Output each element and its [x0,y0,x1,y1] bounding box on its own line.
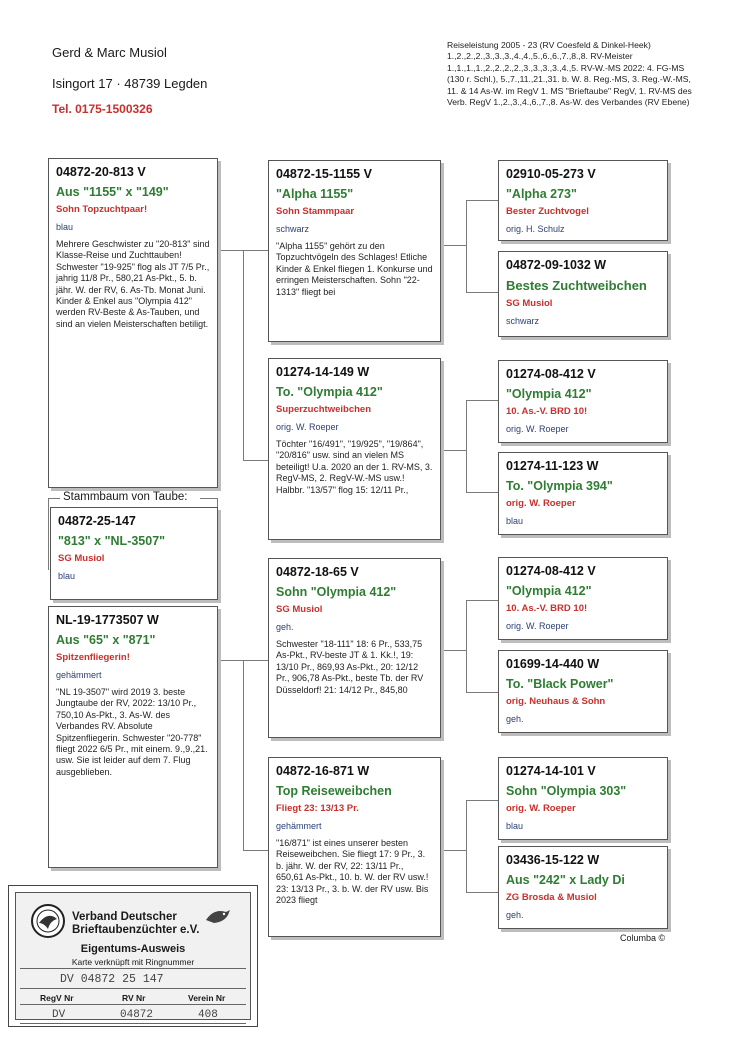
pigeon-title: Spitzenfliegerin! [56,652,130,663]
sire-sire-box [268,160,441,342]
pigeon-emblem-icon [204,906,232,928]
pigeon-title: orig. W. Roeper [506,498,576,509]
performance-summary: Reiseleistung 2005 - 23 (RV Coesfeld & Dinkel-Heek) 1.,2.,2.,2.,3.,3.,3.,4.,4.,5.,6.,6.,7.,8.,8. RV-Meister 1.,1.,1.,1.,2.,2.,2.,2.,3.,3.,3.,3.,4.,5. RV-W.-MS 2022: 4. FG-MS (130 r. Schl.), 5.,7.,11.,21.,31. b. W. 8. Reg.-MS, 3. Reg.-W.-MS, 11. & 14 As-W. im RegV 1. MS "Brieftaube" RegV, 1. RV-MS des Verb. RegV 1.,2.,3.,4.,6.,7.,8. As-W. des Verbandes (RV Ebene) [447,40,692,108]
pigeon-color: gehämmert [56,670,102,680]
ring-number: 04872-16-871 W [276,764,370,778]
pigeon-color: schwarz [276,224,310,234]
pigeon-name: "813" x "NL-3507" [58,534,166,548]
card-value-rv: 04872 [120,1009,154,1021]
ring-number: NL-19-1773507 W [56,613,159,627]
gg-sire-sire-sire-box [498,160,668,241]
connector [243,660,244,850]
card-divider [20,988,246,989]
pigeon-name: "Olympia 412" [506,584,592,598]
gg-dam-sire-dam-box [498,650,668,733]
pigeon-color: orig. H. Schulz [506,224,565,234]
pigeon-title: 10. As.-V. BRD 10! [506,406,588,417]
pigeon-title: Sohn Topzuchtpaar! [56,204,148,215]
pigeon-title: orig. Neuhaus & Sohn [506,696,606,707]
pigeon-description: Mehrere Geschwister zu "20-813" sind Klasse-Reise und Zuchttauben! Schwester "19-925" flog als JT 7/5 Pr., jahrig 11/8 Pr., 580,21 As-Pkt., 5. b. jähr. W. der RV, 6. As-Tb. Monat Juni. Kinder & Enkel aus "Olympia 412" werden RV-Beste & As-Tauben, und sind an vielen Meisterschaften betiligt. [56,239,210,329]
pigeon-color: orig. W. Roeper [506,424,569,434]
pigeon-name: Bestes Zuchtweibchen [506,278,647,293]
connector [466,200,467,292]
pigeon-color: orig. W. Roeper [506,621,569,631]
pigeon-description: "16/871" ist eines unserer besten Reiseweibchen. Sie fliegt 17: 9 Pr., 3. b. jähr. W. der RV, 22: 13/11 Pr., 650,61 As-Pkt., 10. b. W. der RV usw.! 23: 13/13 Pr., 3. b. W. der RV usw. Bis 2023 fliegt [276,838,429,906]
ring-number: 04872-18-65 V [276,565,359,579]
connector [48,498,60,499]
gg-dam-dam-dam-box [498,846,668,929]
card-header-rv: RV Nr [122,993,146,1003]
sire-dam-box [268,358,441,540]
connector [466,292,498,293]
pigeon-name: "Alpha 1155" [276,187,354,201]
card-value-regv: DV [52,1009,66,1021]
pigeon-color: blau [506,821,524,831]
subject-pigeon [50,507,218,600]
card-ring-number: DV 04872 25 147 [60,973,164,986]
pigeon-description: "Alpha 1155" gehört zu den Topzuchtvögeln des Schlages! Etliche Kinder & Enkel fliegen 1. Konkurse und erringen Meisterschaften. Sohn "22-1313" fliegt bei [276,241,433,297]
gg-sire-dam-dam-box [498,452,668,535]
pigeon-title: SG Musiol [506,298,553,309]
breeder-address: Isingort 17 · 48739 Legden [52,76,208,91]
pigeon-color: gehämmert [276,821,322,831]
connector [243,460,268,461]
breeder-phone: Tel. 0175-1500326 [52,102,153,116]
gg-dam-dam-sire-box [498,757,668,840]
breeder-name: Gerd & Marc Musiol [52,45,167,60]
pigeon-name: "Olympia 412" [506,387,592,401]
connector [466,200,498,201]
pedigree-label: Stammbaum von Taube: [60,491,190,503]
dam-dam-box [268,757,441,937]
vdbz-logo-icon [30,903,66,939]
pigeon-color: schwarz [506,316,540,326]
gg-dam-sire-sire-box [498,557,668,640]
pigeon-name: To. "Black Power" [506,677,614,691]
connector [466,800,467,892]
card-title: Eigentums-Ausweis [80,943,186,955]
card-org-line2: Brieftaubenzüchter e.V. [72,924,200,936]
pigeon-name: Sohn "Olympia 412" [276,585,397,599]
pigeon-color: blau [58,571,76,581]
dam-sire-box [268,558,441,738]
gg-sire-dam-sire-box [498,360,668,443]
ring-number: 01274-14-101 V [506,764,596,778]
connector [466,600,498,601]
connector [441,850,467,851]
pigeon-color: geh. [276,622,294,632]
pigeon-title: 10. As.-V. BRD 10! [506,603,588,614]
pigeon-color: blau [506,516,524,526]
card-divider [20,968,246,969]
pigeon-title: Superzuchtweibchen [276,404,372,415]
ring-number: 03436-15-122 W [506,853,600,867]
pigeon-color: geh. [506,910,524,920]
card-header-regv: RegV Nr [40,993,74,1003]
ring-number: 01274-08-412 V [506,564,596,578]
pigeon-description: "NL 19-3507" wird 2019 3. beste Jungtaube der RV, 2022: 13/10 Pr., 750,10 As-Pkt., 3. As-W. des Verbandes RV. Absolute Spitzenfliegerin. Schwester "20-778" fliegt 2022 6/5 Pr., mit einem. 9.,9.,21. usw. Sie ist leider auf dem 7. Flug ausgeblieben. [56,687,208,777]
pigeon-color: blau [56,222,74,232]
card-org-line1: Verband Deutscher [72,911,177,923]
pigeon-name: To. "Olympia 412" [276,385,383,399]
dam-box [48,606,218,868]
pigeon-title: SG Musiol [58,553,105,564]
ring-number: 04872-09-1032 W [506,258,607,272]
sire-box [48,158,218,488]
ring-number: 04872-25-147 [58,514,136,528]
pigeon-name: To. "Olympia 394" [506,479,613,493]
pigeon-name: Aus "242" x Lady Di [506,873,625,887]
card-subtitle: Karte verknüpft mit Ringnummer [71,957,195,967]
pigeon-title: ZG Brosda & Musiol [506,892,597,903]
connector [200,498,218,499]
connector [466,800,498,801]
ring-number: 02910-05-273 V [506,167,596,181]
pigeon-description: Töchter "16/491", "19/925", "19/864", "20/816" usw. sind an vielen MS beteiligt! U.a. 2020 an der 1. RV-MS, 3. RegV-MS, 2. RegV-W.-MS usw.! Halbbr. "13/57" flog 15: 12/11 Pr., [276,439,433,495]
pigeon-name: Top Reiseweibchen [276,784,392,798]
connector [441,650,467,651]
card-header-verein: Verein Nr [188,993,226,1003]
pigeon-description: Schwester "18-111" 18: 6 Pr., 533,75 As-Pkt., RV-beste JT & 1. Kk.!, 19: 13/10 Pr., 869,93 As-Pkt., 20: 12/12 Pr., 906,78 As-Pkt., beste Tb. der RV Düsseldorf! 21: 14/12 Pr., 845,80 [276,639,424,695]
connector [48,498,49,570]
pigeon-title: orig. W. Roeper [506,803,576,814]
ring-number: 04872-20-813 V [56,165,146,179]
pigeon-color: geh. [506,714,524,724]
connector [466,400,498,401]
connector [466,400,467,492]
pigeon-title: Sohn Stammpaar [276,206,355,217]
pigeon-name: Aus "65" x "871" [56,633,156,647]
pigeon-title: Fliegt 23: 13/13 Pr. [276,803,359,814]
footer-credit: Columba © [620,933,666,943]
card-value-verein: 408 [198,1009,218,1021]
connector [466,492,498,493]
ring-number: 01699-14-440 W [506,657,600,671]
pigeon-title: Bester Zuchtvogel [506,206,589,217]
connector [466,600,467,692]
connector [441,450,467,451]
connector [466,892,498,893]
connector [441,245,467,246]
ring-number: 01274-11-123 W [506,459,599,473]
ring-number: 01274-08-412 V [506,367,596,381]
connector [243,250,244,460]
card-divider [20,1023,246,1024]
pigeon-name: Aus "1155" x "149" [56,185,169,199]
ring-number: 01274-14-149 W [276,365,370,379]
pigeon-name: "Alpha 273" [506,187,577,201]
ring-number: 04872-15-1155 V [276,167,372,181]
pigeon-title: SG Musiol [276,604,323,615]
connector [243,850,268,851]
gg-sire-sire-dam-box [498,251,668,337]
connector [466,692,498,693]
pigeon-color: orig. W. Roeper [276,422,339,432]
card-divider [20,1004,246,1005]
pigeon-name: Sohn "Olympia 303" [506,784,627,798]
